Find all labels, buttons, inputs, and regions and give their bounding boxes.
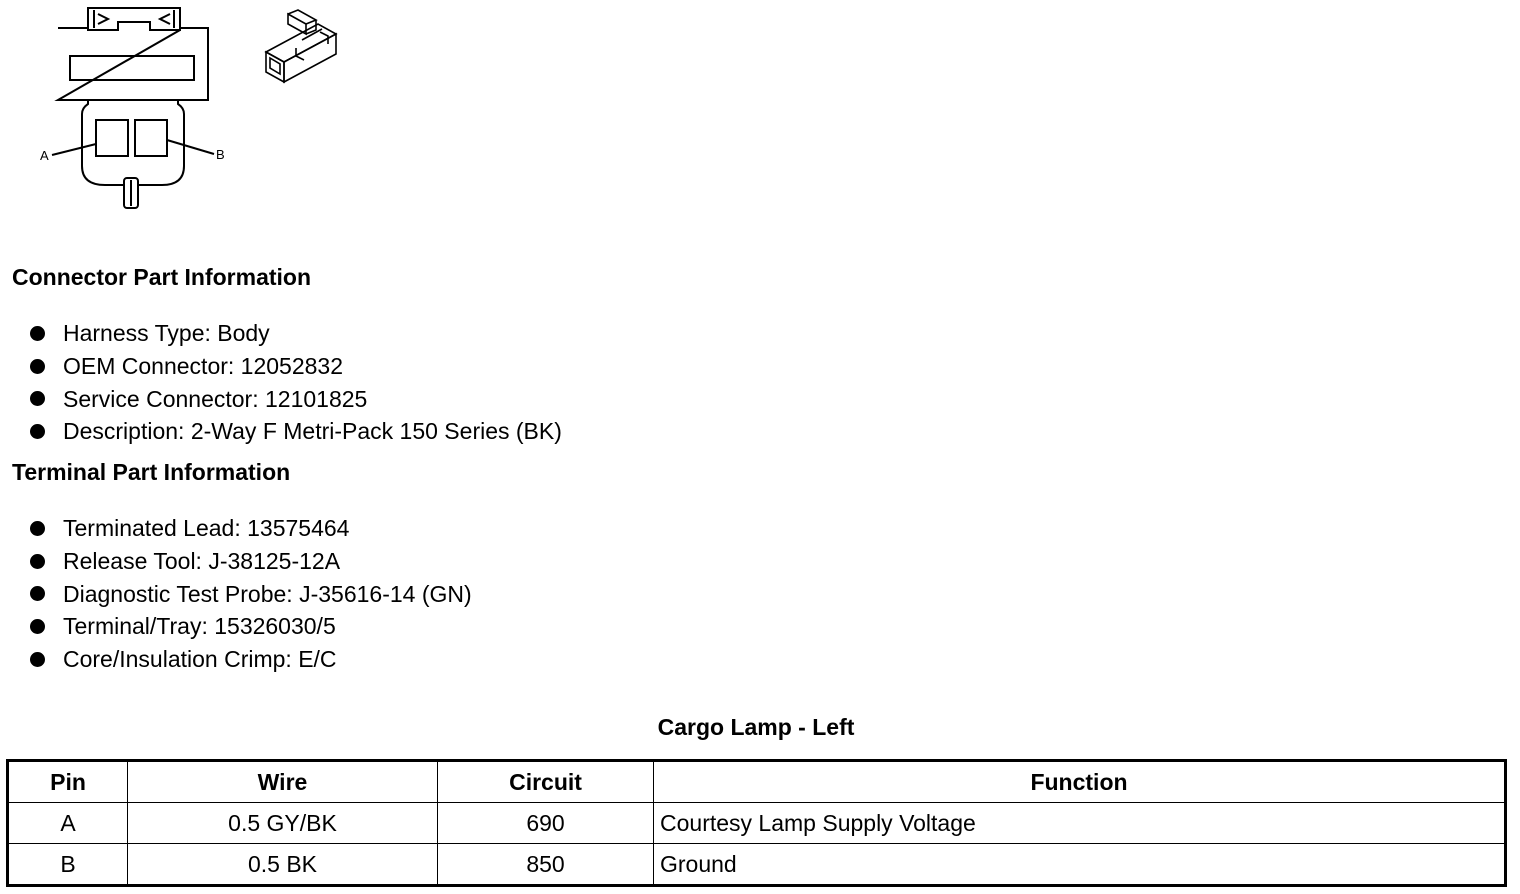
- connector-face-diagram: [30, 0, 360, 220]
- circuit-column-header: Circuit: [438, 761, 654, 803]
- list-item: [28, 512, 472, 545]
- bullet-icon: [30, 586, 45, 601]
- bullet-icon: [30, 424, 45, 439]
- bullet-icon: [30, 359, 45, 374]
- list-item: [28, 350, 562, 383]
- pin-column-header: Pin: [8, 761, 128, 803]
- bullet-icon: [30, 391, 45, 406]
- oem-connector-text: OEM Connector: 12052832: [63, 352, 344, 379]
- bullet-icon: [30, 326, 45, 341]
- terminal-info-list: [28, 512, 472, 676]
- table-header-row: [8, 761, 1506, 803]
- list-item: [28, 610, 472, 643]
- function-cell: Ground: [654, 844, 1506, 886]
- diagnostic-test-probe-text: Diagnostic Test Probe: J-35616-14 (GN): [63, 580, 472, 607]
- pin-table: [6, 759, 1507, 887]
- list-item: [28, 643, 472, 676]
- table-row: [8, 803, 1506, 844]
- function-cell: Courtesy Lamp Supply Voltage: [654, 803, 1506, 844]
- terminated-lead-text: Terminated Lead: 13575464: [63, 515, 350, 541]
- list-item: [28, 578, 472, 611]
- release-tool-text: Release Tool: J-38125-12A: [63, 547, 341, 574]
- bullet-icon: [30, 619, 45, 634]
- pin-cell: B: [8, 844, 128, 886]
- wire-cell: 0.5 GY/BK: [128, 803, 438, 844]
- pin-b-label: B: [216, 147, 225, 162]
- table-caption: Cargo Lamp - Left: [657, 714, 855, 740]
- wire-cell: 0.5 BK: [128, 844, 438, 886]
- pin-a-label: A: [40, 148, 49, 163]
- connector-info-list: [28, 317, 562, 448]
- terminal-part-information-heading: Terminal Part Information: [12, 459, 291, 485]
- bullet-icon: [30, 652, 45, 667]
- list-item: [28, 383, 562, 416]
- bullet-icon: [30, 521, 45, 536]
- list-item: [28, 317, 562, 350]
- circuit-cell: 690: [438, 803, 654, 844]
- pin-cell: A: [8, 803, 128, 844]
- connector-part-information-heading: Connector Part Information: [12, 264, 312, 290]
- core-insulation-crimp-text: Core/Insulation Crimp: E/C: [63, 646, 337, 673]
- terminal-tray-text: Terminal/Tray: 15326030/5: [63, 613, 336, 640]
- bullet-icon: [30, 554, 45, 569]
- wire-column-header: Wire: [128, 761, 438, 803]
- service-connector-text: Service Connector: 12101825: [63, 385, 368, 412]
- description-text: Description: 2-Way F Metri-Pack 150 Series (BK): [63, 418, 562, 445]
- harness-type-text: Harness Type: Body: [63, 320, 270, 346]
- list-item: [28, 545, 472, 578]
- table-row: [8, 844, 1506, 886]
- list-item: [28, 415, 562, 448]
- circuit-cell: 850: [438, 844, 654, 886]
- function-column-header: Function: [654, 761, 1506, 803]
